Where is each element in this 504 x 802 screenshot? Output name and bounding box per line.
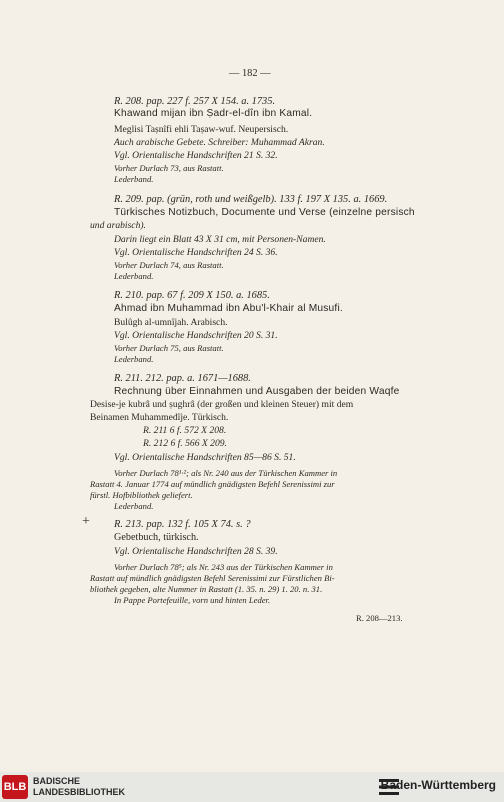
entry-211-title: Rechnung über Einnahmen und Ausgaben der beiden Waqfe: [114, 386, 400, 397]
entry-209-header: R. 209. pap. (grün, roth und weißgelb). 133 f. 197 X 135. a. 1669.: [114, 194, 388, 205]
entry-211-line: Rastatt 4. Januar 1774 auf mündlich gnädigsten Befehl Serenissimi zur: [90, 479, 335, 489]
margin-plus-mark: +: [82, 514, 90, 529]
entry-208-line: Vgl. Orientalische Handschriften 21 S. 32.: [114, 150, 278, 161]
range-note: R. 208—213.: [356, 613, 403, 623]
entry-211-line: fürstl. Hofbibliothek geliefert.: [90, 490, 193, 500]
entry-213-line: bliothek gegeben, alte Nummer in Rastatt (1. 35. n. 29) 1. 20. n. 31.: [90, 584, 323, 594]
entry-208-header: R. 208. pap. 227 f. 257 X 154. a. 1735.: [114, 96, 276, 107]
entry-208-line: Auch arabische Gebete. Schreiber: Muhammad Akran.: [114, 137, 325, 148]
entry-211-line: R. 211 6 f. 572 X 208.: [143, 425, 227, 436]
entry-213-line: Vorher Durlach 78⁵; als Nr. 243 aus der Türkischen Kammer in: [114, 562, 333, 572]
entry-208-line: Vorher Durlach 73, aus Rastatt.: [114, 163, 224, 173]
entry-210-title: Ahmad ibn Muhammad ibn Abu'l-Khair al Musufi.: [114, 303, 343, 314]
entry-213-line: Rastatt auf mündlich gnädigsten Befehl Serenissimi zur Fürstlichen Bi-: [90, 573, 335, 583]
entry-209-line: Darin liegt ein Blatt 43 X 31 cm, mit Personen-Namen.: [114, 234, 326, 245]
entry-213-line: In Pappe Portefeuille, vorn und hinten Leder.: [114, 595, 271, 605]
library-name-line2: LANDESBIBLIOTHEK: [33, 787, 125, 797]
entry-210-line: Vorher Durlach 75, aus Rastatt.: [114, 343, 224, 353]
baden-wuerttemberg-label[interactable]: Baden-Württemberg: [380, 778, 496, 792]
entry-209-line: Vorher Durlach 74, aus Rastatt.: [114, 260, 224, 270]
entry-208-line: Meglisi Taṣnîfi ehli Taṣaw-wuf. Neupersisch.: [114, 124, 289, 135]
entry-213-title: Gebetbuch, türkisch.: [114, 532, 199, 543]
entry-213-line: Vgl. Orientalische Handschriften 28 S. 39.: [114, 546, 278, 557]
blb-logo[interactable]: BLB: [2, 775, 28, 799]
entry-209-line: Vgl. Orientalische Handschriften 24 S. 36.: [114, 247, 278, 258]
entry-211-line: R. 212 6 f. 566 X 209.: [143, 438, 227, 449]
entry-208-title: Khawand mijan ibn Ṣadr-el-dîn ibn Kamal.: [114, 108, 313, 119]
entry-210-header: R. 210. pap. 67 f. 209 X 150. a. 1685.: [114, 290, 270, 301]
entry-208-line: Lederband.: [114, 174, 154, 184]
library-name-line1: BADISCHE: [33, 776, 81, 786]
entry-210-line: Lederband.: [114, 354, 154, 364]
entry-209-title: und arabisch).: [90, 220, 146, 231]
entry-210-line: Bulûgh al-umnîjah. Arabisch.: [114, 317, 228, 328]
footer-bar: [0, 772, 504, 802]
entry-211-line: Vgl. Orientalische Handschriften 85—86 S. 51.: [114, 452, 296, 463]
entry-210-line: Vgl. Orientalische Handschriften 20 S. 31.: [114, 330, 278, 341]
entry-211-header: R. 211. 212. pap. a. 1671—1688.: [114, 373, 251, 384]
entry-213-header: R. 213. pap. 132 f. 105 X 74. s. ?: [114, 519, 251, 530]
entry-211-line: Vorher Durlach 78¹·²; als Nr. 240 aus der Türkischen Kammer in: [114, 468, 338, 478]
library-name[interactable]: [33, 776, 125, 798]
entry-211-title: Desise-je kubrâ und ṣughrâ (der großen und kleinen Steuer) mit dem: [90, 399, 354, 410]
entry-209-line: Lederband.: [114, 271, 154, 281]
entry-211-line: Lederband.: [114, 501, 154, 511]
entry-211-title: Beinamen Muhammedîje. Türkisch.: [90, 412, 229, 423]
page-number: — 182 —: [229, 68, 271, 79]
entry-209-title: Türkisches Notizbuch, Documente und Verse (einzelne persisch: [114, 207, 415, 218]
